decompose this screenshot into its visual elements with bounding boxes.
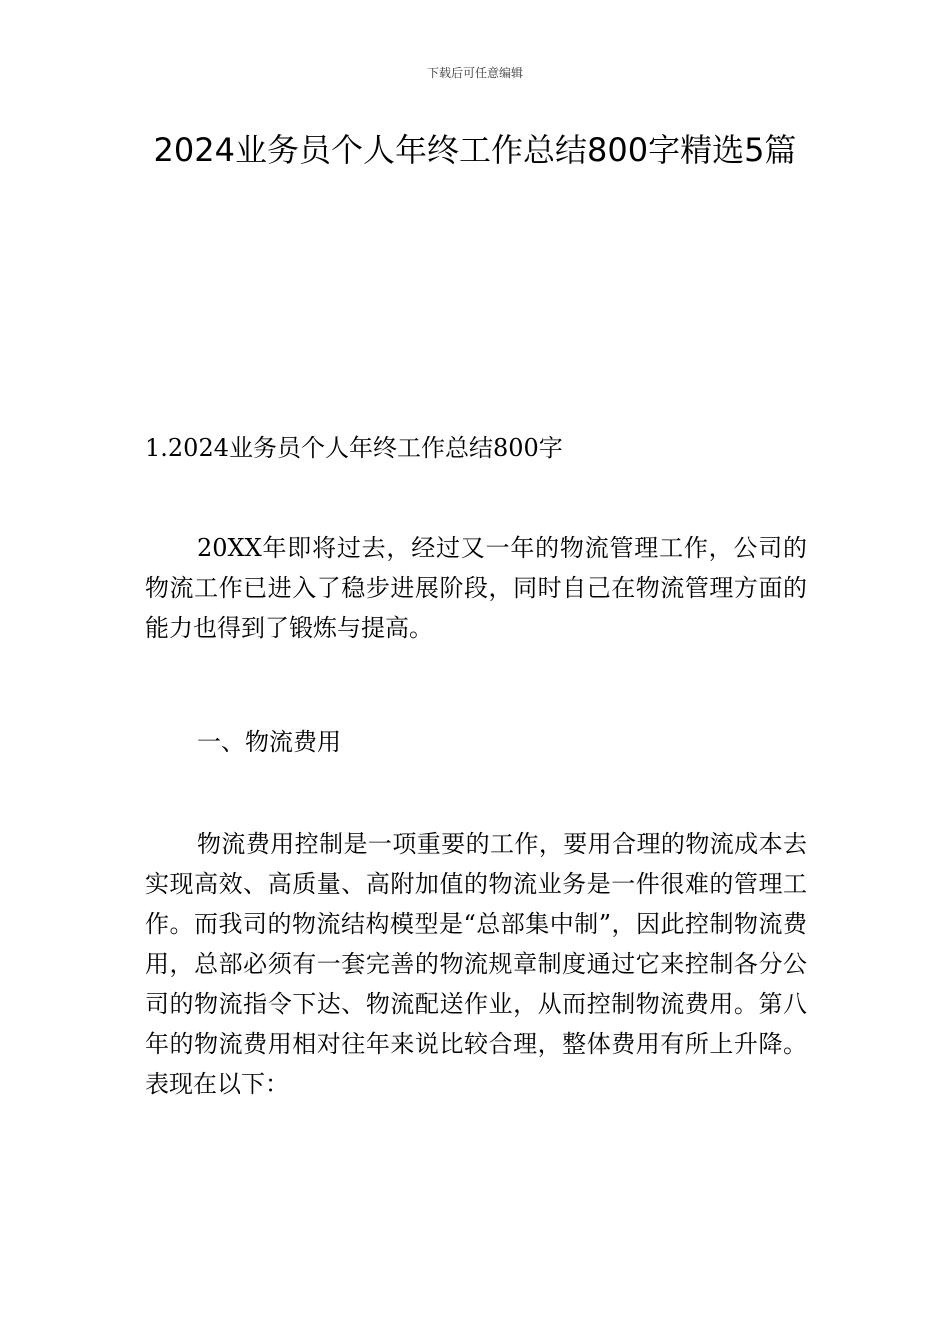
paragraph-intro: 20XX年即将过去，经过又一年的物流管理工作，公司的物流工作已进入了稳步进展阶段，同时自己在物流管理方面的能力也得到了锻炼与提高。 bbox=[145, 534, 807, 642]
header-note: 下载后可任意编辑 bbox=[426, 66, 523, 80]
document-title: 2024业务员个人年终工作总结800字精选5篇 bbox=[153, 131, 797, 169]
subheading-logistics-cost: 一、物流费用 bbox=[197, 728, 341, 756]
paragraph-logistics-cost: 物流费用控制是一项重要的工作，要用合理的物流成本去实现高效、高质量、高附加值的物流业务是一件很难的管理工作。而我司的物流结构模型是“总部集中制”，因此控制物流费用，总部必须有一套完善的物流规章制度通过它来控制各分公司的物流指令下达、物流配送作业，从而控制物流费用。第八年的物流费用相对往年来说比较合理，整体费用有所上升降。表现在以下： bbox=[145, 830, 807, 1098]
section-heading: 1.2024业务员个人年终工作总结800字 bbox=[145, 434, 563, 462]
